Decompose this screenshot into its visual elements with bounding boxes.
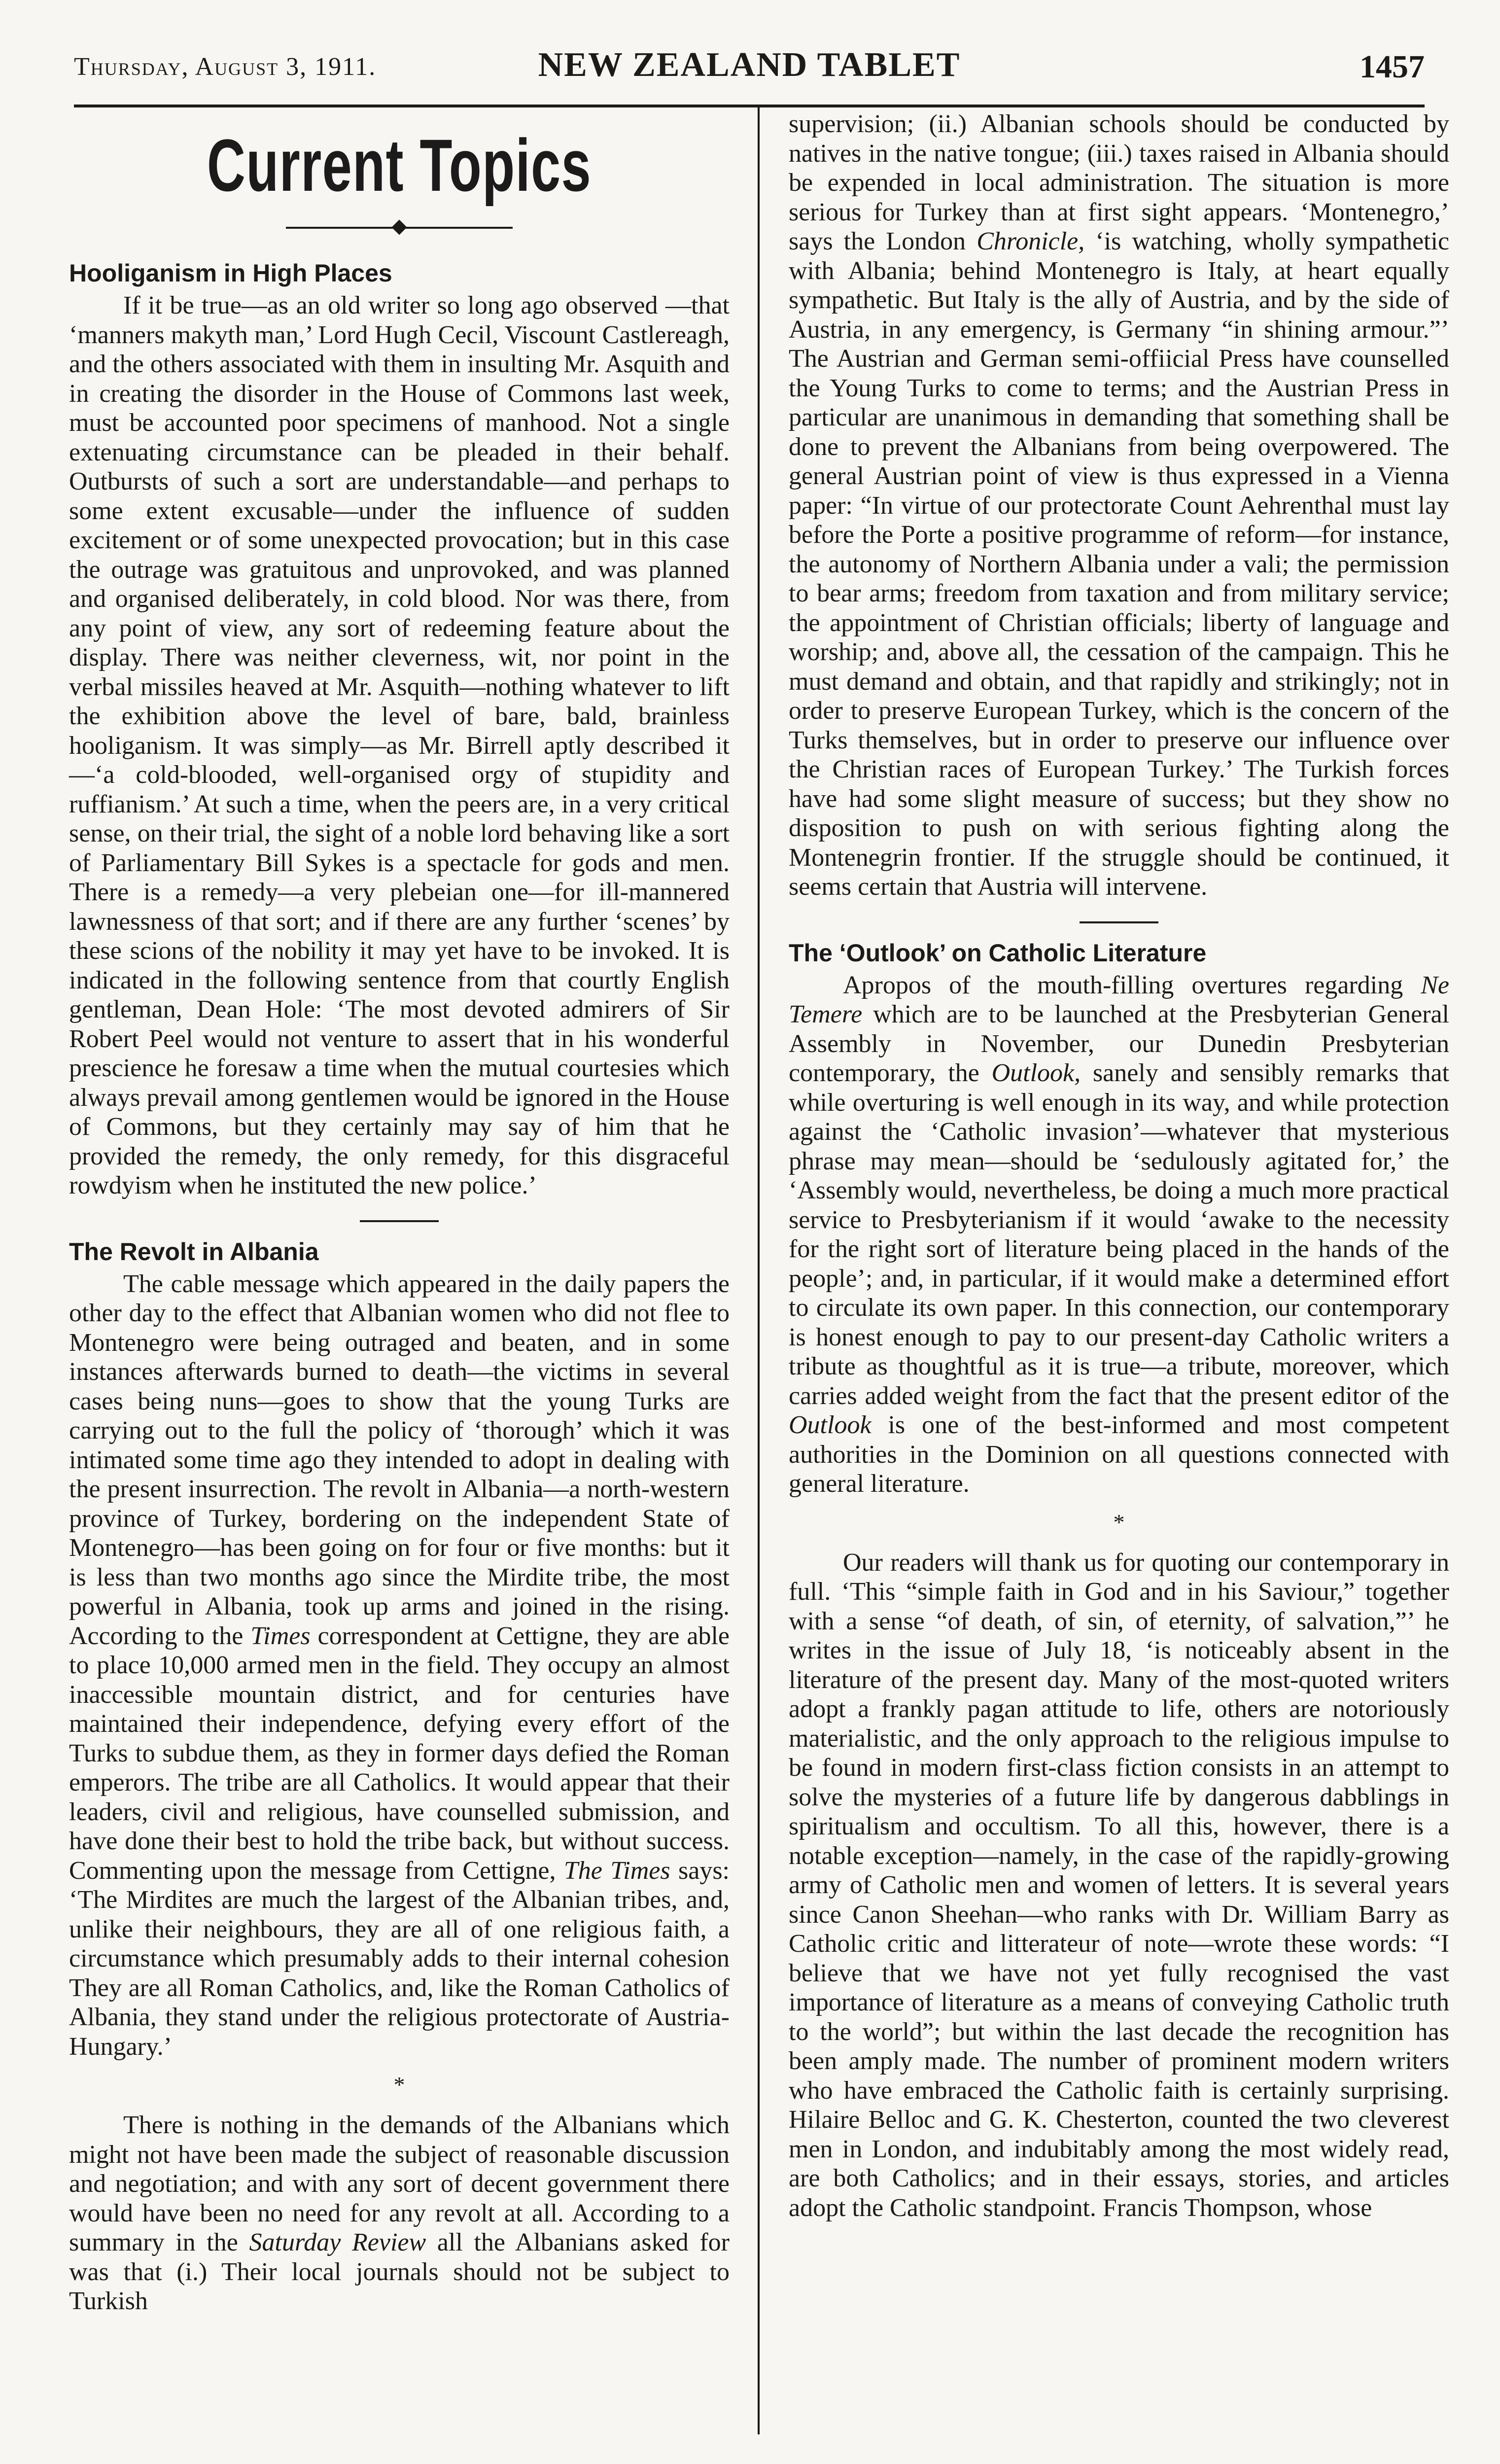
- ornament-diamond-icon: [391, 219, 407, 235]
- italic-title: Outlook,: [991, 1059, 1081, 1087]
- issue-date: Thursday, August 3, 1911.: [74, 53, 377, 81]
- page-title: Current Topics: [207, 124, 592, 207]
- section-heading-albania: The Revolt in Albania: [69, 1237, 319, 1266]
- paragraph-albania-2: [69, 2111, 730, 2316]
- page-header: [74, 45, 1425, 109]
- italic-title: Saturday Review: [249, 2228, 426, 2256]
- paragraph-outlook-2: Our readers will thank us for quoting our contemporary in full. ‘This “simple faith in God and in his Saviour,” together with a sense “of death, of sin, of eternity, of salvation,”’ he writes in the issue of July 18, ‘is noticeably absent in the literature of the present day. Many of the most-quoted writers adopt a frankly pagan attitude to life, others are notoriously materialistic, and the only approach to the religious impulse to be found in modern first-class fiction consists in an attempt to solve the mysteries of a future life by dangerous dabblings in spiritualism and occultism. To all this, however, there is a notable exception—namely, in the case of the rapidly-growing army of Catholic men and women of letters. It is several years since Canon Sheehan—who ranks with Dr. William Barry as Catholic critic and litterateur of note—wrote these words: “I believe that we have not yet fully recognised the vast importance of literature as a means of conveying Catholic truth to the world”; but within the last decade the recognition has been amply made. The number of prominent modern writers who have embraced the Catholic faith is certainly surprising. Hilaire Belloc and G. K. Chesterton, counted the two cleverest men in London, and indubitably among the most widely read, are both Catholics; and in their essays, stories, and articles adopt the Catholic standpoint. Francis Thompson, whose: [789, 1548, 1449, 2222]
- column-divider: [758, 107, 760, 2434]
- text-run: supervision; (ii.) Albanian schools should be conducted by natives in the native tongue; (iii.) taxes raised in Albania should be expended in local administration. The situation is more serious for Turkey than at first sight appears. ‘Montenegro,’ says the London: [789, 110, 1449, 255]
- italic-title: Outlook: [789, 1411, 872, 1439]
- left-column: [69, 113, 730, 2316]
- section-separator: [1080, 921, 1158, 923]
- italic-title: Times: [250, 1621, 311, 1650]
- section-heading-hooliganism: Hooliganism in High Places: [69, 259, 392, 287]
- text-run: says: ‘The Mirdites are much the largest of the Albanian tribes, and, unlike their neighbours, they are all of one religious faith, a circumstance which presumably adds to their internal cohesion They are all Roman Catholics, and, like the Roman Catholics of Albania, they stand under the religious protectorate of Austria-Hungary.’: [69, 1856, 730, 2061]
- newspaper-title: NEW ZEALAND TABLET: [538, 46, 961, 84]
- text-run: The cable message which appeared in the daily papers the other day to the effect that Albanian women who did not flee to Montenegro were being outraged and beaten, and in some instances afterwards burned to death—the victims in several cases being nuns—goes to show that the young Turks are carrying out to the full the policy of ‘thorough’ which it was intimated some time ago they intended to adopt in dealing with the present insurrection. The revolt in Albania—a north-western province of Turkey, bordering on the independent State of Montenegro—has been going on for four or five months: but it is less than two months ago since the Mirdite tribe, the most powerful in Albania, took up arms and joined in the rising. According to the: [69, 1269, 730, 1650]
- paragraph-albania-continued: [789, 109, 1449, 902]
- paragraph-hooliganism: If it be true—as an old writer so long ago observed —that ‘manners makyth man,’ Lord Hugh Cecil, Viscount Castlereagh, and the others associated with them in insulting Mr. Asquith and in creating the disorder in the House of Commons last week, must be accounted poor specimens of manhood. Not a single extenuating circumstance can be pleaded in their behalf. Outbursts of such a sort are understandable—and perhaps to some extent excusable—under the influence of sudden excitement or of some unexpected provocation; but in this case the outrage was gratuitous and unprovoked, and was planned and organised deliberately, in cold blood. Nor was there, from any point of view, any sort of redeeming feature about the display. There was neither cleverness, wit, nor point in the verbal missiles heaved at Mr. Asquith—nothing whatever to lift the exhibition above the level of bare, bald, brainless hooliganism. It was simply—as Mr. Birrell aptly described it—‘a cold-blooded, well-organised orgy of stupidity and ruffianism.’ At such a time, when the peers are, in a very critical sense, on their trial, the sight of a noble lord behaving like a sort of Parliamentary Bill Sykes is a spectacle for gods and men. There is a remedy—a very plebeian one—for ill-mannered lawnessness of that sort; and if there are any further ‘scenes’ by these scions of the nobility it may yet have to be invoked. It is indicated in the following sentence from that courtly English gentleman, Dean Hole: ‘The most devoted admirers of Sir Robert Peel would not venture to assert that in his wonderful prescience he foresaw a time when the mutual courtesies which always prevail among gentlemen would be ignored in the House of Commons, but they certainly may say of him that he provided the remedy, the only remedy, for this disgraceful rowdyism when he instituted the new police.’: [69, 291, 730, 1199]
- title-ornament: [286, 222, 513, 234]
- section-separator: [360, 1220, 439, 1222]
- text-run: is one of the best-informed and most competent authorities in the Dominion on all questions connected with general literature.: [789, 1411, 1449, 1498]
- header-rule: [74, 105, 1425, 107]
- paragraph-outlook-1: [789, 971, 1449, 1499]
- text-run: all the Albanians asked for was that (i.) Their local journals should not be subject to Turkish: [69, 2228, 730, 2315]
- text-run: which are to be launched at the Presbyterian General Assembly in November, our Dunedin Presbyterian contemporary, the: [789, 1000, 1449, 1087]
- text-run: sanely and sensibly remarks that while overturing is well enough in its way, and while protection against the ‘Catholic invasion’—whatever that mysterious phrase may mean—should be ‘sedulously agitated for,’ the ‘Assembly would, nevertheless, be doing a much more practical service to Presbyterianism if it would ‘awake to the necessity for the right sort of literature being placed in the hands of the people’; and, in particular, if it would make a determined effort to circulate its own paper. In this connection, our contemporary is honest enough to pay to our present-day Catholic writers a tribute as thoughtful as it is true—a tribute, moreover, which carries added weight from the fact that the present editor of the: [789, 1059, 1450, 1410]
- italic-title: The Times: [563, 1856, 670, 1885]
- asterisk-separator: *: [1113, 1509, 1125, 1535]
- asterisk-separator: *: [393, 2072, 405, 2097]
- text-run: Apropos of the mouth-filling overtures regarding: [843, 971, 1403, 999]
- right-column: [789, 109, 1449, 2222]
- italic-title: Ne Temere: [789, 971, 1450, 1028]
- paragraph-albania-1: [69, 1269, 730, 2062]
- text-run: correspondent at Cettigne, they are able to place 10,000 armed men in the field. They occupy an almost inaccessible mountain district, and for centuries have maintained their independence, defying every effort of the Turks to subdue them, as they in former days defied the Roman emperors. The tribe are all Catholics. It would appear that their leaders, civil and religious, have counselled submission, and have done their best to hold the tribe back, but without success. Commenting upon the message from Cettigne,: [69, 1621, 730, 1885]
- text-run: ‘is watching, wholly sympathetic with Albania; behind Montenegro is Italy, at heart equally sympathetic. But Italy is the ally of Austria, and by the side of Austria, in any emergency, is Germany “in shining armour.”’ The Austrian and German semi-offiicial Press have counselled the Young Turks to come to terms; and the Austrian Press in particular are unanimous in demanding that something shall be done to prevent the Albanians from being overpowered. The general Austrian point of view is thus expressed in a Vienna paper: “In virtue of our protectorate Count Aehrenthal must lay before the Porte a positive programme of reform—for instance, the autonomy of Northern Albania under a vali; the permission to bear arms; freedom from taxation and from military service; the appointment of Christian officials; liberty of language and worship; and, above all, the cessation of the campaign. This he must demand and obtain, and that rapidly and strikingly; not in order to preserve European Turkey, which is the concern of the Turks themselves, but in order to preserve our influence over the Christian races of European Turkey.’ The Turkish forces have had some slight measure of success; but they show no disposition to push on with serious fighting along the Montenegrin frontier. If the struggle should be continued, it seems certain that Austria will intervene.: [789, 227, 1450, 901]
- text-run: There is nothing in the demands of the Albanians which might not have been made the subject of reasonable discussion and negotiation; and with any sort of decent government there would have been no need for any revolt at all. According to a summary in the: [69, 2111, 730, 2256]
- section-heading-outlook: The ‘Outlook’ on Catholic Literature: [789, 939, 1207, 967]
- italic-title: Chronicle,: [977, 227, 1085, 255]
- page-number: 1457: [1360, 49, 1425, 85]
